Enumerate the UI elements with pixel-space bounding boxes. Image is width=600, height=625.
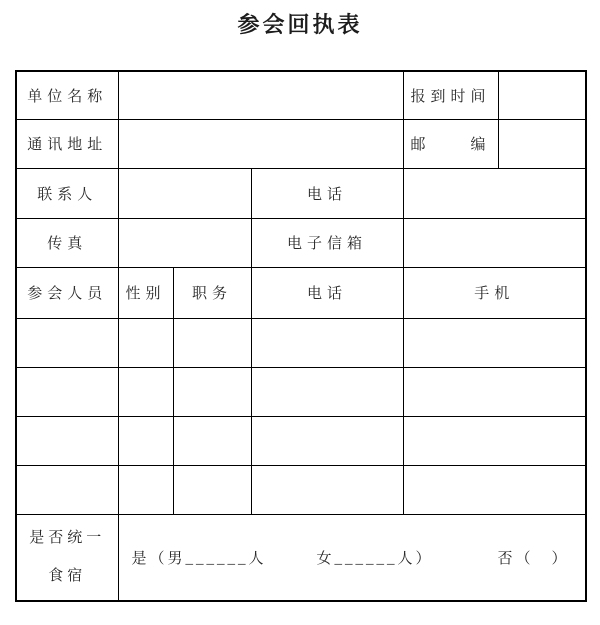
- attendee-row: [16, 416, 586, 465]
- attendee-name-cell[interactable]: [16, 416, 118, 465]
- option-yes-female: 女______人）: [316, 550, 434, 567]
- postcode-label: 邮 编: [403, 119, 498, 168]
- attendee-phone-cell[interactable]: [251, 367, 403, 416]
- unit-name-label: 单位名称: [16, 71, 118, 119]
- attendee-name-cell[interactable]: [16, 318, 118, 367]
- attendee-position-cell[interactable]: [173, 367, 251, 416]
- attendee-position-header: 职务: [173, 267, 251, 318]
- attendee-gender-cell[interactable]: [118, 465, 173, 514]
- checkin-time-field[interactable]: [498, 71, 586, 119]
- fax-field[interactable]: [118, 218, 251, 267]
- attendee-gender-cell[interactable]: [118, 416, 173, 465]
- address-label: 通讯地址: [16, 119, 118, 168]
- attendee-mobile-cell[interactable]: [403, 367, 586, 416]
- accommodation-options: [132, 547, 586, 568]
- address-row: [16, 119, 586, 168]
- contact-phone-field[interactable]: [403, 168, 586, 218]
- attendee-name-header: 参会人员: [16, 267, 118, 318]
- accommodation-label-line1: 是否统一: [29, 530, 106, 546]
- attendee-mobile-cell[interactable]: [403, 318, 586, 367]
- attendee-row: [16, 318, 586, 367]
- accommodation-row: [16, 514, 586, 601]
- attendee-position-cell[interactable]: [173, 318, 251, 367]
- attendee-phone-cell[interactable]: [251, 318, 403, 367]
- attendee-gender-cell[interactable]: [118, 367, 173, 416]
- fax-label: 传真: [16, 218, 118, 267]
- attendee-position-cell[interactable]: [173, 465, 251, 514]
- contact-phone-label: 电话: [251, 168, 403, 218]
- form-title: 参会回执表: [237, 12, 363, 37]
- accommodation-label: [16, 514, 118, 601]
- email-label: 电子信箱: [251, 218, 403, 267]
- contact-label: 联系人: [16, 168, 118, 218]
- attendee-mobile-cell[interactable]: [403, 465, 586, 514]
- postcode-field[interactable]: [498, 119, 586, 168]
- attendee-gender-header: 性别: [118, 267, 173, 318]
- attendees-header-row: [16, 267, 586, 318]
- contact-row: [16, 168, 586, 218]
- attendee-row: [16, 465, 586, 514]
- contact-field[interactable]: [118, 168, 251, 218]
- attendee-gender-cell[interactable]: [118, 318, 173, 367]
- reply-form-table: [15, 70, 587, 602]
- option-no: 否（ ）: [497, 550, 570, 567]
- attendee-row: [16, 367, 586, 416]
- attendee-mobile-header: 手机: [403, 267, 586, 318]
- attendee-phone-header: 电话: [251, 267, 403, 318]
- email-field[interactable]: [403, 218, 586, 267]
- attendee-name-cell[interactable]: [16, 465, 118, 514]
- attendee-phone-cell[interactable]: [251, 465, 403, 514]
- checkin-time-label: 报到时间: [403, 71, 498, 119]
- unit-name-row: [16, 71, 586, 119]
- attendee-mobile-cell[interactable]: [403, 416, 586, 465]
- accommodation-label-line2: 食宿: [48, 568, 87, 585]
- option-yes-male: 是（男______人: [131, 550, 267, 567]
- address-field[interactable]: [118, 119, 403, 168]
- attendee-phone-cell[interactable]: [251, 416, 403, 465]
- accommodation-options-cell[interactable]: [118, 514, 586, 601]
- attendee-name-cell[interactable]: [16, 367, 118, 416]
- attendee-position-cell[interactable]: [173, 416, 251, 465]
- fax-row: [16, 218, 586, 267]
- unit-name-field[interactable]: [118, 71, 403, 119]
